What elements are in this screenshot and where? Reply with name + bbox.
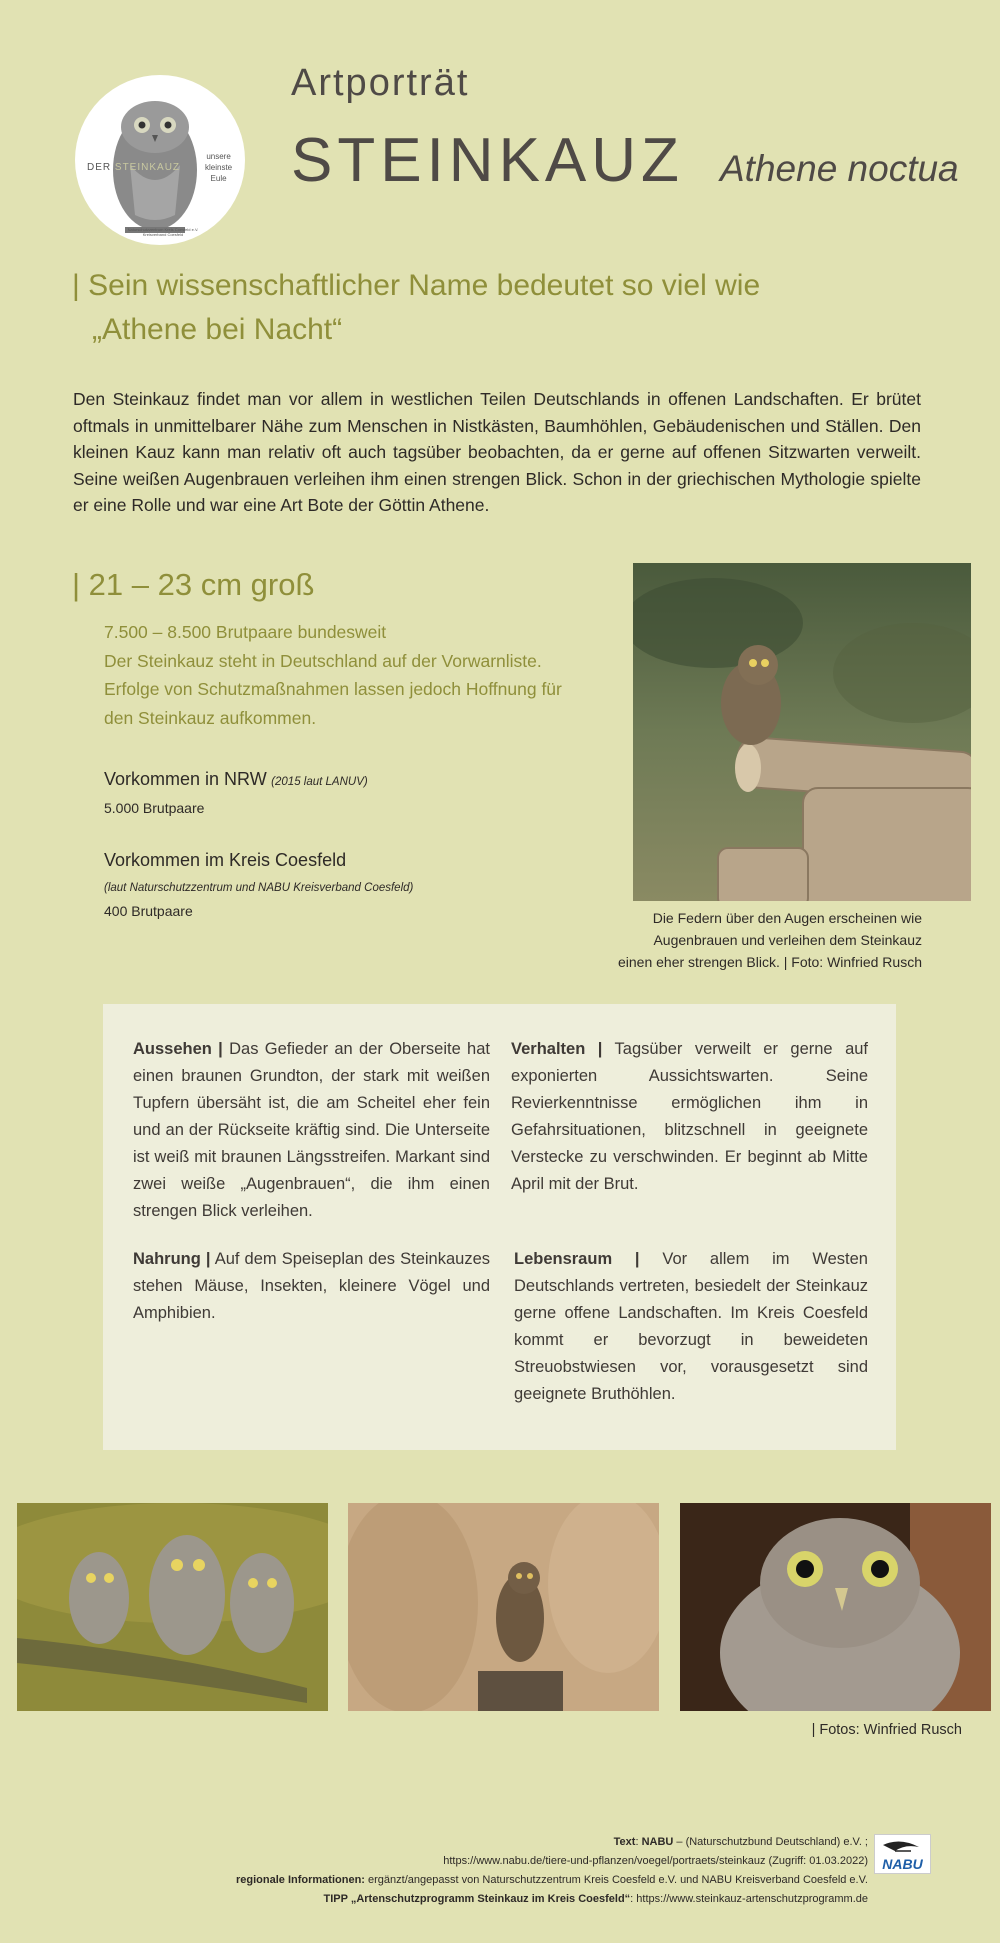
caption-line-1: Die Federn über den Augen erscheinen wie (652, 910, 922, 926)
footer-tip-label: TIPP „Artenschutzprogramm Steinkauz im Kreis Coesfeld“ (323, 1893, 631, 1905)
kreis-heading: Vorkommen im Kreis Coesfeld (104, 850, 347, 870)
fact-2: Der Steinkauz steht in Deutschland auf der Vorwarnliste. (104, 650, 542, 671)
appearance-label: Aussehen | (133, 1040, 223, 1058)
footer-regional-text: ergänzt/angepasst von Naturschutzzentrum Kreis Coesfeld e.V. und NABU Kreisverband Coesfeld e.V. (364, 1874, 868, 1886)
logo-brand: STEINKAUZ (114, 162, 181, 173)
steinkauz-logo (75, 75, 245, 245)
three-owls-photo (17, 1503, 328, 1711)
nrw-heading (104, 769, 368, 790)
food-label: Nahrung | (133, 1250, 211, 1268)
habitat-label: Lebensraum | (514, 1250, 640, 1268)
footer-tip-text: : https://www.steinkauz-artenschutzprogramm.de (630, 1893, 868, 1905)
heading-line-2: „Athene bei Nacht“ (92, 313, 343, 346)
footer-sources (236, 1833, 868, 1909)
photos-credit: | Fotos: Winfried Rusch (811, 1722, 962, 1738)
footer-text-rest: – (Naturschutzbund Deutschland) e.V. ; (673, 1836, 868, 1848)
footer-text-label: Text (613, 1836, 636, 1848)
kreis-value: 400 Brutpaare (104, 903, 193, 919)
nrw-value: 5.000 Brutpaare (104, 800, 205, 816)
info-behavior (511, 1036, 868, 1198)
footer-text-org: NABU (641, 1836, 674, 1848)
appearance-text: Das Gefieder an der Oberseite hat einen braunen Grundton, der stark mit weißen Tupfern übersäht ist, die am Scheitel eher fein und an der Rückseite kräftig sind. Die Unterseite ist weiß mit braunen Längsstreifen. Markant sind zwei weiße „Augenbrauen“, die ihm einen strengen Blick verleihen. (133, 1040, 490, 1220)
info-habitat (514, 1246, 868, 1408)
nrw-heading-text: Vorkommen in NRW (104, 769, 267, 789)
kreis-note: (laut Naturschutzzentrum und NABU Kreisverband Coesfeld) (104, 882, 414, 894)
fact-4: den Steinkauz aufkommen. (104, 707, 317, 728)
owl-on-post-photo (348, 1503, 659, 1711)
footer-tip-line (236, 1890, 868, 1909)
food-text: Auf dem Speiseplan des Steinkauzes stehen Mäuse, Insekten, kleinere Vögel und Amphibien. (133, 1250, 490, 1322)
intro-paragraph: Den Steinkauz findet man vor allem in westlichen Teilen Deutschlands in offenen Landschaften. Er brütet oftmals in unmittelbarer Nähe zum Menschen in Nistkästen, Baumhöhlen, Gebäudenischen und Ställen. Den kleinen Kauz kann man relativ oft auch tagsüber beobachten, da er gerne auf offenen Sitzwarten verweilt. Seine weißen Augenbrauen verleihen ihm einen strengen Blick. Schon in der griechischen Mythologie spielte er eine Rolle und war eine Art Bote der Göttin Athene. (73, 389, 921, 515)
nabu-logo-text: NABU (882, 1856, 923, 1872)
page-kicker: Artporträt (291, 62, 470, 104)
nrw-note: (2015 laut LANUV) (271, 776, 368, 788)
footer-regional-label: regionale Informationen: (236, 1874, 365, 1886)
behavior-text: Tagsüber verweilt er gerne auf exponierten Aussichtswarten. Seine Revierkenntnisse ermöglichen ihm in Gefahrsituationen, blitzschnell in geeignete Verstecke zu verschwinden. Er beginnt ab Mitte April mit der Brut. (511, 1040, 869, 1193)
logo-tagline-2: kleinste (205, 163, 233, 172)
fact-3: Erfolge von Schutzmaßnahmen lassen jedoch Hoffnung für (104, 679, 562, 699)
nabu-logo (874, 1834, 931, 1874)
owl-on-fence-photo (633, 563, 971, 901)
logo-prefix: DER (87, 162, 112, 173)
owl-portrait-photo (680, 1503, 991, 1711)
info-food (133, 1246, 490, 1327)
caption-line-2: Augenbrauen und verleihen dem Steinkauz (653, 932, 922, 948)
facts-list (104, 618, 604, 732)
heading-line-1: | Sein wissenschaftlicher Name bedeutet so viel wie (72, 269, 761, 302)
logo-small-2: Kreisverband Coesfeld (142, 232, 184, 237)
page-title: STEINKAUZ (291, 126, 684, 195)
caption-line-3: einen eher strengen Blick. | Foto: Winfried Rusch (617, 954, 922, 970)
habitat-text: Vor allem im Westen Deutschlands vertreten, besiedelt der Steinkauz gerne offene Landschaften. Im Kreis Coesfeld kommt er bevorzugt in beweideten Streuobstwiesen vor, vorausgesetzt sind geeignete Bruthöhlen. (514, 1250, 868, 1403)
behavior-label: Verhalten | (511, 1040, 603, 1058)
fact-1: 7.500 – 8.500 Brutpaare bundesweit (104, 622, 387, 642)
footer-regional-line (236, 1871, 868, 1890)
section-heading-name (72, 264, 892, 352)
info-appearance (133, 1036, 490, 1225)
footer-text-line: Text: NABU – (Naturschutzbund Deutschland) e.V. ; (613, 1836, 868, 1848)
logo-small-1: Naturschutzzentrum Kreis Coesfeld e.V. (127, 227, 199, 232)
footer-url: https://www.nabu.de/tiere-und-pflanzen/voegel/portraets/steinkauz (Zugriff: 01.03.2022) (443, 1855, 868, 1867)
size-heading: | 21 – 23 cm groß (72, 567, 315, 602)
latin-name: Athene noctua (720, 148, 959, 189)
main-photo-caption (590, 907, 922, 973)
logo-tagline-3: Eule (210, 174, 227, 183)
logo-tagline-1: unsere (206, 152, 231, 161)
